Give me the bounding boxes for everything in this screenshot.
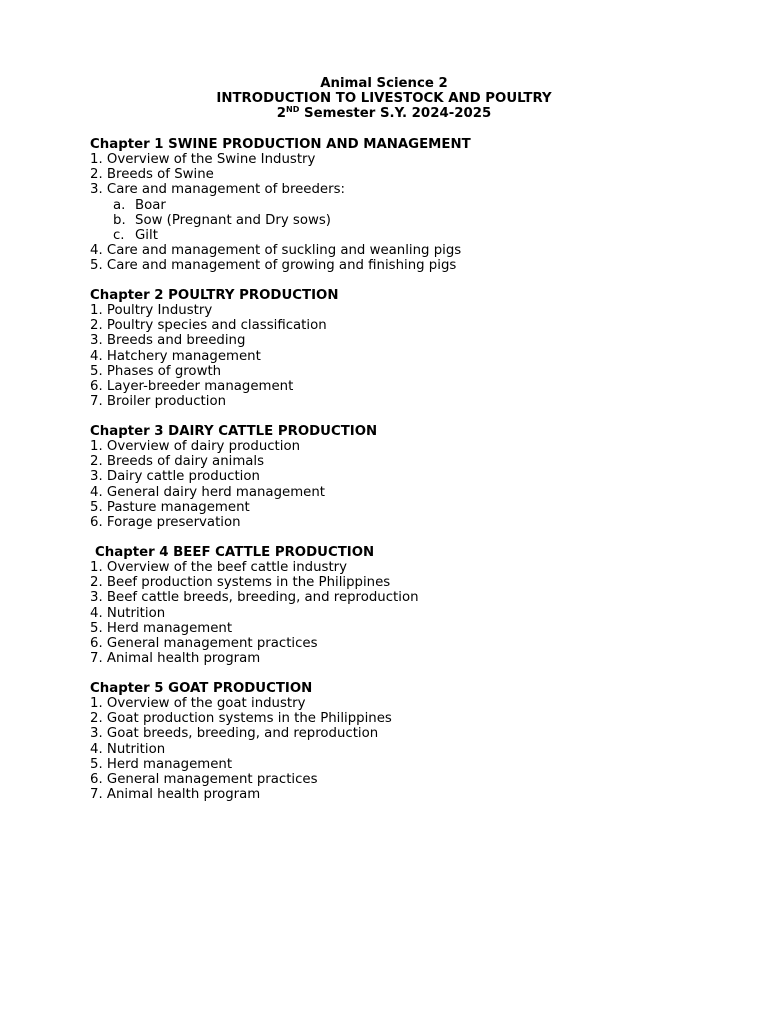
list-item: 6. Layer-breeder management: [90, 378, 294, 394]
sub-list-marker: a.: [113, 197, 126, 213]
semester-school-year: Semester S.Y. 2024-2025: [299, 106, 492, 122]
list-item: 1. Overview of the beef cattle industry: [90, 560, 347, 576]
list-item: 1. Poultry Industry: [90, 303, 213, 319]
chapter-1: [90, 137, 690, 273]
course-title: Animal Science 2: [320, 76, 448, 91]
list-item: 5. Care and management of growing and finishing pigs: [90, 258, 457, 273]
list-item: 4. Nutrition: [90, 605, 166, 621]
list-item: 5. Phases of growth: [90, 363, 222, 379]
chapter-4: [90, 545, 690, 666]
chapter-title: Chapter 1 SWINE PRODUCTION AND MANAGEMENT: [90, 137, 471, 152]
list-item: 6. General management practices: [90, 635, 318, 651]
list-item: 1. Overview of dairy production: [90, 439, 301, 455]
list-item: 2. Goat production systems in the Philippines: [90, 711, 392, 727]
semester-line: [0, 106, 768, 121]
list-item: 2. Poultry species and classification: [90, 318, 327, 334]
chapter-title: Chapter 4 BEEF CATTLE PRODUCTION: [95, 545, 375, 560]
sub-list-item: [90, 213, 690, 228]
list-item: 3. Beef cattle breeds, breeding, and reproduction: [90, 590, 419, 606]
list-item: 3. Goat breeds, breeding, and reproduction: [90, 726, 379, 742]
list-item: 1. Overview of the goat industry: [90, 696, 306, 712]
list-item: 3. Dairy cattle production: [90, 469, 260, 485]
sub-list-marker: b.: [113, 212, 126, 228]
chapter-2: [90, 288, 690, 409]
list-item: 3. Breeds and breeding: [90, 333, 246, 349]
chapter-title: Chapter 3 DAIRY CATTLE PRODUCTION: [90, 424, 378, 439]
list-item: 4. General dairy herd management: [90, 484, 325, 500]
list-item: 7. Broiler production: [90, 393, 227, 409]
chapter-5: [90, 681, 690, 802]
list-item: 6. Forage preservation: [90, 514, 241, 530]
list-item: 3. Care and management of breeders:: [90, 182, 345, 198]
list-item: 4. Hatchery management: [90, 348, 261, 364]
list-item: 4. Nutrition: [90, 741, 166, 757]
list-item: 2. Breeds of Swine: [90, 167, 214, 183]
sub-list-item: [90, 198, 690, 213]
course-subtitle: INTRODUCTION TO LIVESTOCK AND POULTRY: [216, 91, 552, 107]
document-header: [0, 76, 768, 122]
sub-list-item: [90, 228, 690, 243]
list-item: 6. General management practices: [90, 771, 318, 787]
list-item: 5. Herd management: [90, 620, 233, 636]
list-item: 2. Breeds of dairy animals: [90, 454, 265, 470]
chapter-title: Chapter 5 GOAT PRODUCTION: [90, 681, 313, 696]
list-item: 1. Overview of the Swine Industry: [90, 152, 316, 168]
list-item: 5. Herd management: [90, 756, 233, 772]
sub-list-text: Boar: [135, 197, 166, 213]
chapter-title: Chapter 2 POULTRY PRODUCTION: [90, 288, 339, 303]
semester-ordinal-suffix: ND: [286, 105, 300, 115]
list-item: 7. Animal health program: [90, 786, 261, 802]
sub-list-marker: c.: [113, 227, 125, 243]
list-item: 4. Care and management of suckling and weanling pigs: [90, 242, 462, 258]
sub-list-text: Gilt: [135, 227, 158, 243]
semester-number: 2: [276, 106, 287, 122]
list-item: 5. Pasture management: [90, 499, 250, 515]
sub-list-text: Sow (Pregnant and Dry sows): [135, 212, 331, 228]
list-item: 7. Animal health program: [90, 650, 261, 666]
chapter-3: [90, 424, 690, 530]
list-item: 2. Beef production systems in the Philippines: [90, 575, 391, 591]
